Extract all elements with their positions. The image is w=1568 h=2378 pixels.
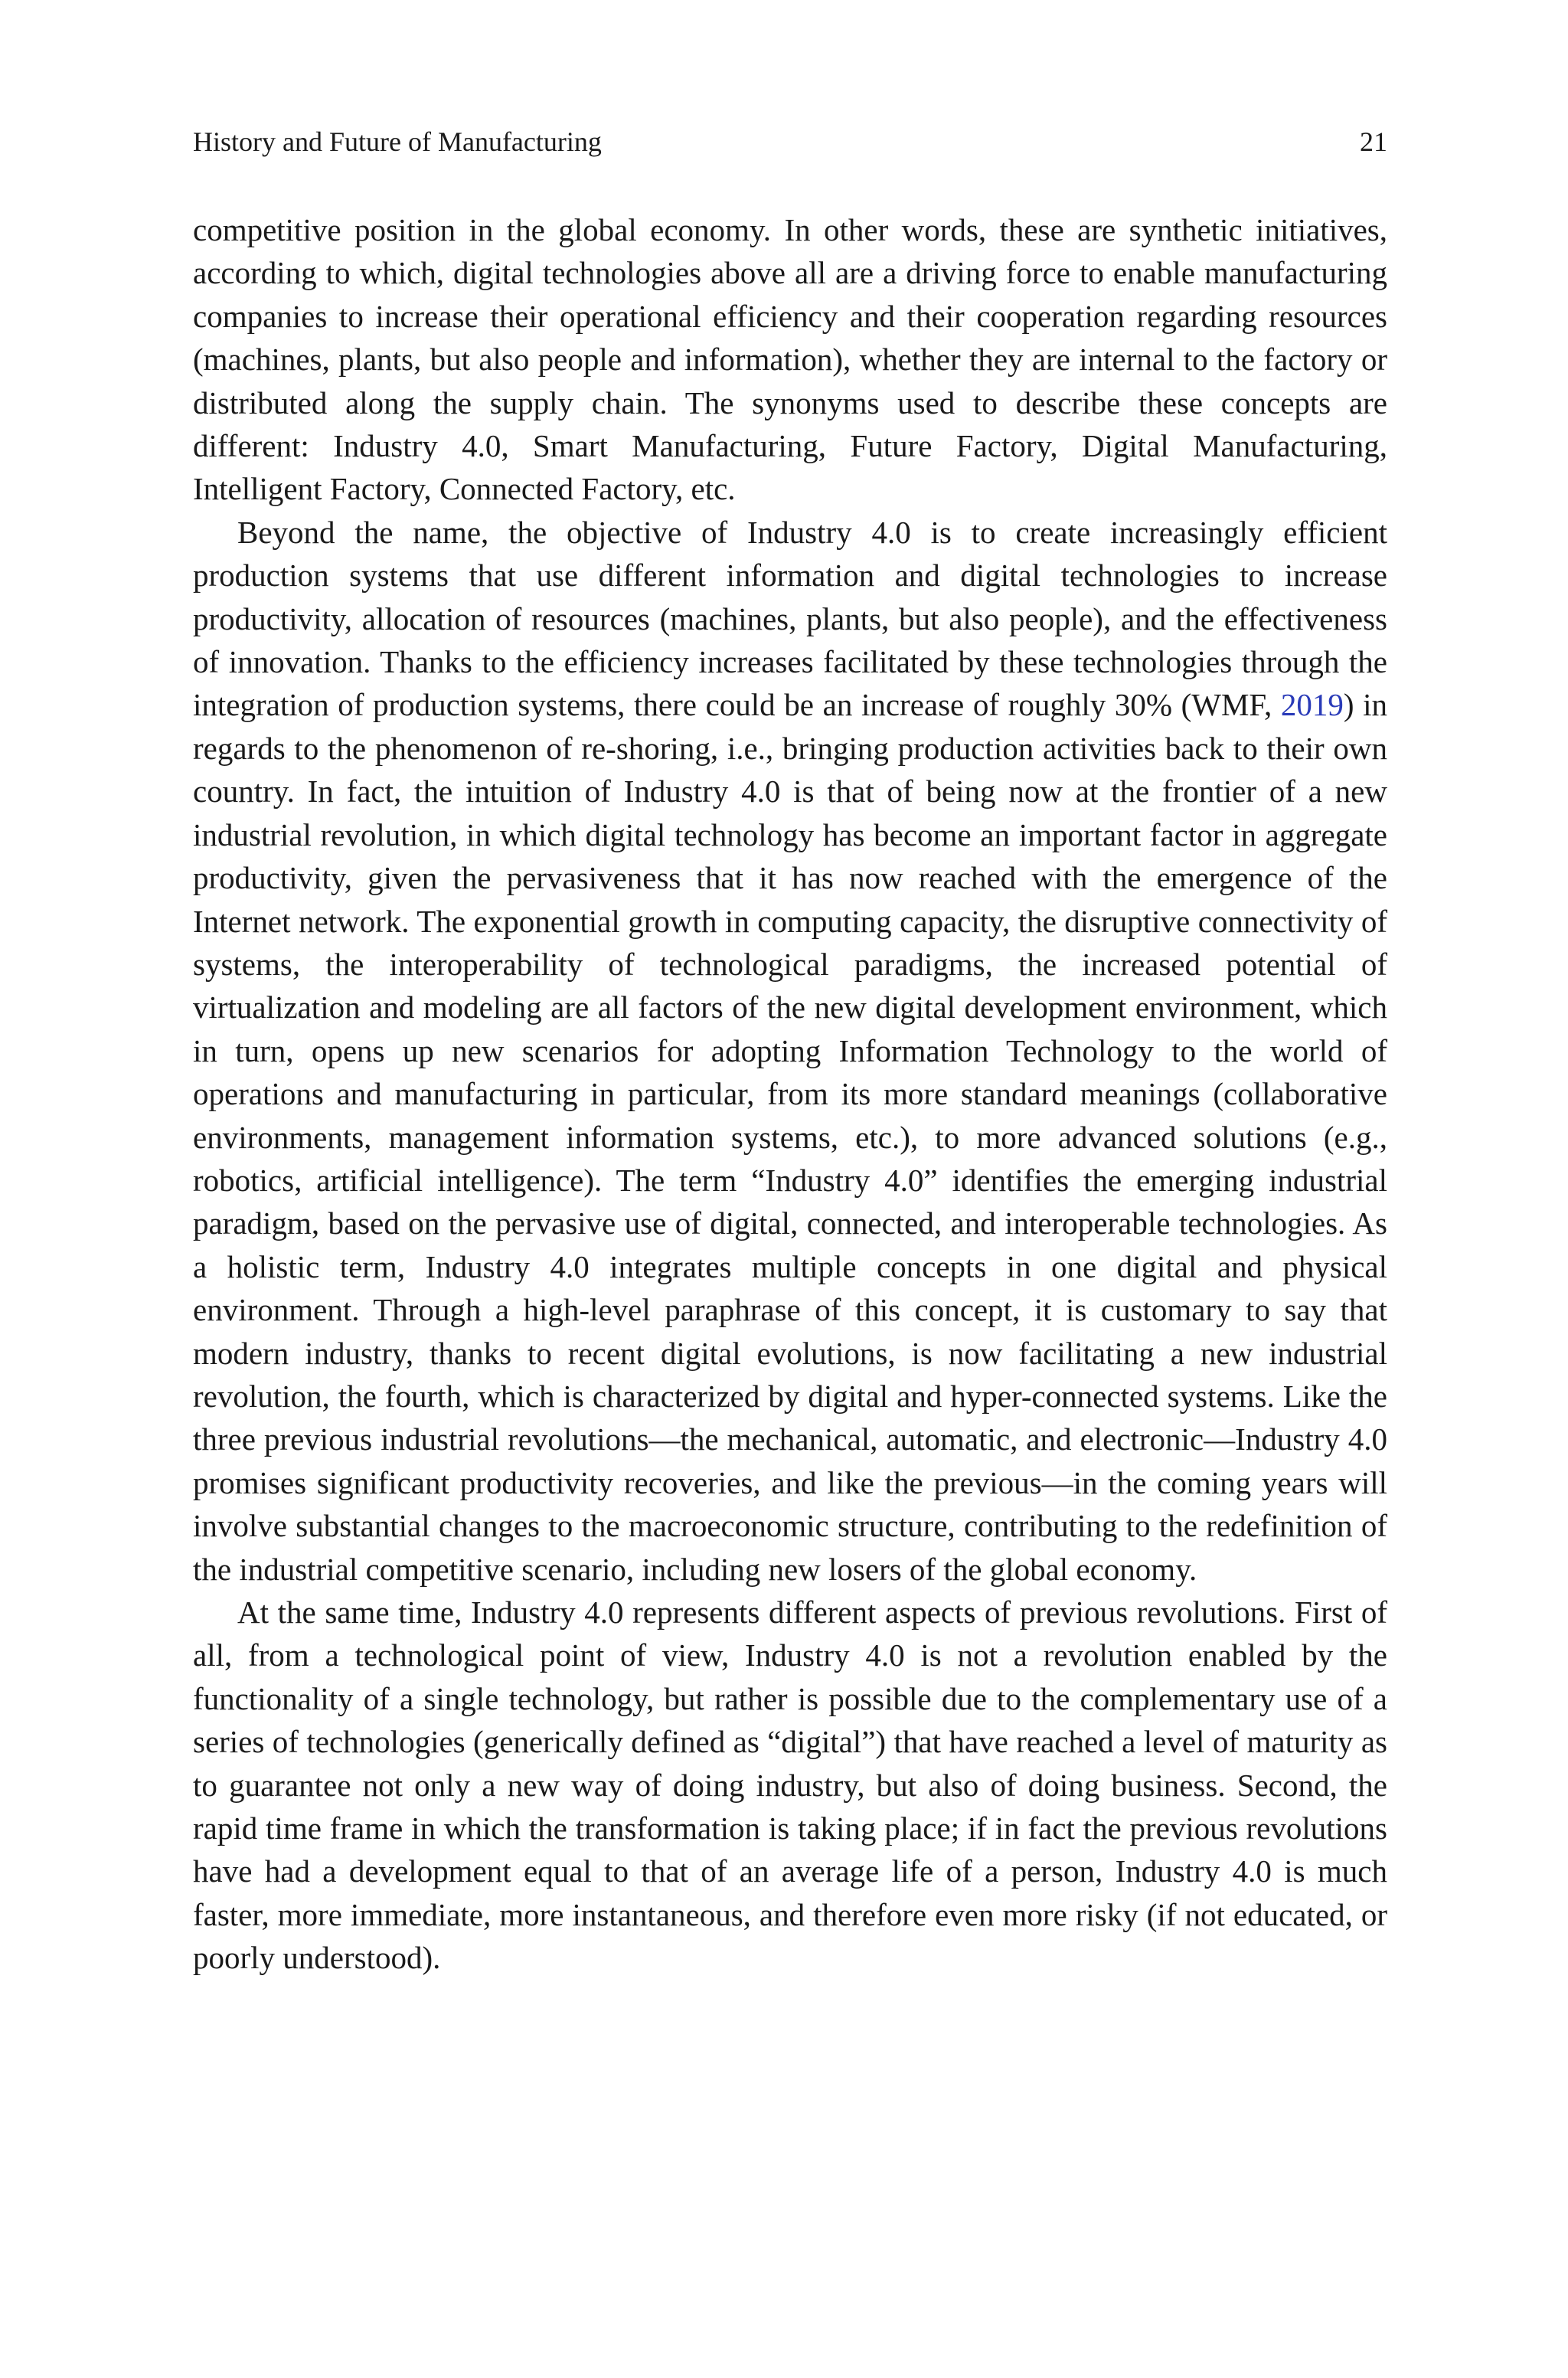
running-title: History and Future of Manufacturing <box>193 126 602 157</box>
paragraph-2-text-after-citation: ) in regards to the phenomenon of re-shoring, i.e., bringing production activities back to their own country. In fact, the intuition of Industry 4.0 is that of being now at the frontier of a new industrial revolution, in which digital technology has become an important factor in aggregate productivity, given the pervasiveness that it has now reached with the emergence of the Internet network. The exponential growth in computing capacity, the disruptive connectivity of systems, the interoperability of technological paradigms, the increased potential of virtualization and modeling are all factors of the new digital development environment, which in turn, opens up new scenarios for adopting Information Technology to the world of operations and manufacturing in particular, from its more standard meanings (collaborative environments, management information systems, etc.), to more advanced solutions (e.g., robotics, artificial intelligence). The term “Industry 4.0” identifies the emerging industrial paradigm, based on the pervasive use of digital, connected, and interoperable technologies. As a holistic term, Industry 4.0 integrates multiple concepts in one digital and physical environment. Through a high-level paraphrase of this concept, it is customary to say that modern industry, thanks to recent digital evolutions, is now facilitating a new industrial revolution, the fourth, which is characterized by digital and hyper-connected systems. Like the three previous industrial revolutions—the mechanical, automatic, and electronic—Industry 4.0 promises significant productivity recoveries, and like the previous—in the coming years will involve substantial changes to the macroeconomic structure, contributing to the redefinition of the industrial competitive scenario, including new losers of the global economy. <box>193 687 1388 1587</box>
page-number: 21 <box>1360 126 1387 157</box>
citation-link-wmf-2019[interactable]: 2019 <box>1280 687 1344 723</box>
paragraph-2 <box>193 511 1387 1591</box>
body-text <box>193 208 1387 1980</box>
running-header <box>193 123 1387 161</box>
paragraph-3: At the same time, Industry 4.0 represents different aspects of previous revolutions. First of all, from a technological point of view, Industry 4.0 is not a revolution enabled by the functionality of a single technology, but rather is possible due to the complementary use of a series of technologies (generically defined as “digital”) that have reached a level of maturity as to guarantee not only a new way of doing industry, but also of doing business. Second, the rapid time frame in which the transformation is taking place; if in fact the previous revolutions have had a development equal to that of an average life of a person, Industry 4.0 is much faster, more immediate, more instantaneous, and therefore even more risky (if not educated, or poorly understood). <box>193 1595 1387 1976</box>
paragraph-2-text-before-citation: Beyond the name, the objective of Industry 4.0 is to create increasingly efficient production systems that use different information and digital technologies to increase productivity, allocation of resources (machines, plants, but also people), and the effectiveness of innovation. Thanks to the efficiency increases facilitated by these technologies through the integration of production systems, there could be an increase of roughly 30% (WMF, <box>193 514 1387 723</box>
paragraph-1: competitive position in the global economy. In other words, these are synthetic initiatives, according to which, digital technologies above all are a driving force to enable manufacturing companies to increase their operational efficiency and their cooperation regarding resources (machines, plants, but also people and information), whether they are internal to the factory or distributed along the supply chain. The synonyms used to describe these concepts are different: Industry 4.0, Smart Manufacturing, Future Factory, Digital Manufacturing, Intelligent Factory, Connected Factory, etc. <box>193 212 1387 507</box>
